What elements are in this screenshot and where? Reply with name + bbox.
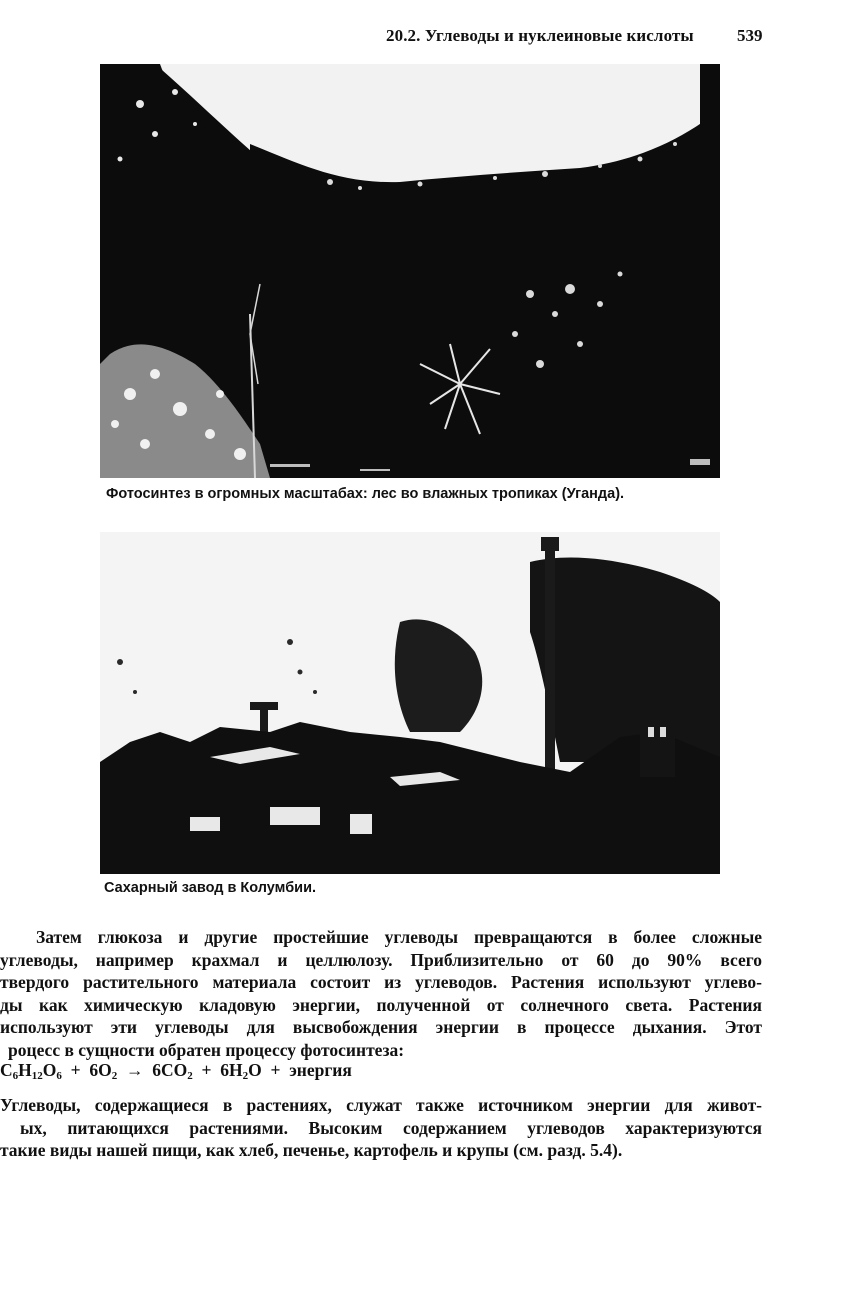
paragraph-line: такие виды нашей пищи, как хлеб, печенье, картофель и крупы (см. разд. 5.4). bbox=[0, 1140, 623, 1160]
plus-sign: + bbox=[201, 1060, 212, 1080]
paragraph-line: твердого растительного материала состоит из углеводов. Растения используют углево- bbox=[0, 972, 762, 992]
co2-formula: $6CO_2$ bbox=[152, 1060, 193, 1082]
paragraph-line: Затем глюкоза и другие простейшие углеводы превращаются в более сложные bbox=[36, 927, 762, 947]
paragraph-line: углеводы, например крахмал и целлюлозу. Приблизительно от 60 до 90% всего bbox=[0, 949, 762, 970]
paragraph-line: используют эти углеводы для высвобождения энергии в процессе дыхания. Этот bbox=[0, 1017, 762, 1037]
water-formula: $6H_2O$ bbox=[220, 1060, 262, 1082]
paragraph-plant-carbohydrates bbox=[0, 1094, 762, 1162]
plus-sign: + bbox=[70, 1060, 81, 1080]
respiration-equation bbox=[0, 1060, 352, 1082]
oxygen-formula: $6O_2$ bbox=[89, 1060, 118, 1082]
paragraph-carbohydrates-conversion bbox=[0, 926, 762, 1061]
paragraph-line: Углеводы, содержащиеся в растениях, служат также источником энергии для живот- bbox=[0, 1095, 762, 1115]
paragraph-line: роцесс в сущности обратен процессу фотосинтеза: bbox=[8, 1039, 405, 1060]
reaction-arrow: → bbox=[126, 1060, 144, 1080]
sugar-factory-photo bbox=[100, 532, 720, 874]
running-header: 20.2. Углеводы и нуклеиновые кислоты bbox=[386, 26, 694, 45]
paragraph-line: ых, питающихся растениями. Высоким содержанием углеводов характеризуются bbox=[20, 1117, 762, 1138]
glucose-formula: $C_6H_{12}O_6$ bbox=[0, 1060, 62, 1082]
figure-caption-factory: Сахарный завод в Колумбии. bbox=[104, 880, 317, 896]
page-number: 539 bbox=[737, 26, 763, 45]
energy-term: энергия bbox=[289, 1060, 352, 1080]
figure-caption-forest: Фотосинтез в огромных масштабах: лес во влажных тропиках (Уганда). bbox=[106, 486, 625, 502]
plus-sign: + bbox=[270, 1060, 281, 1080]
paragraph-line: ды как химическую кладовую энергии, полученной от солнечного света. Растения bbox=[0, 994, 762, 1015]
tropical-forest-photo bbox=[100, 64, 720, 478]
